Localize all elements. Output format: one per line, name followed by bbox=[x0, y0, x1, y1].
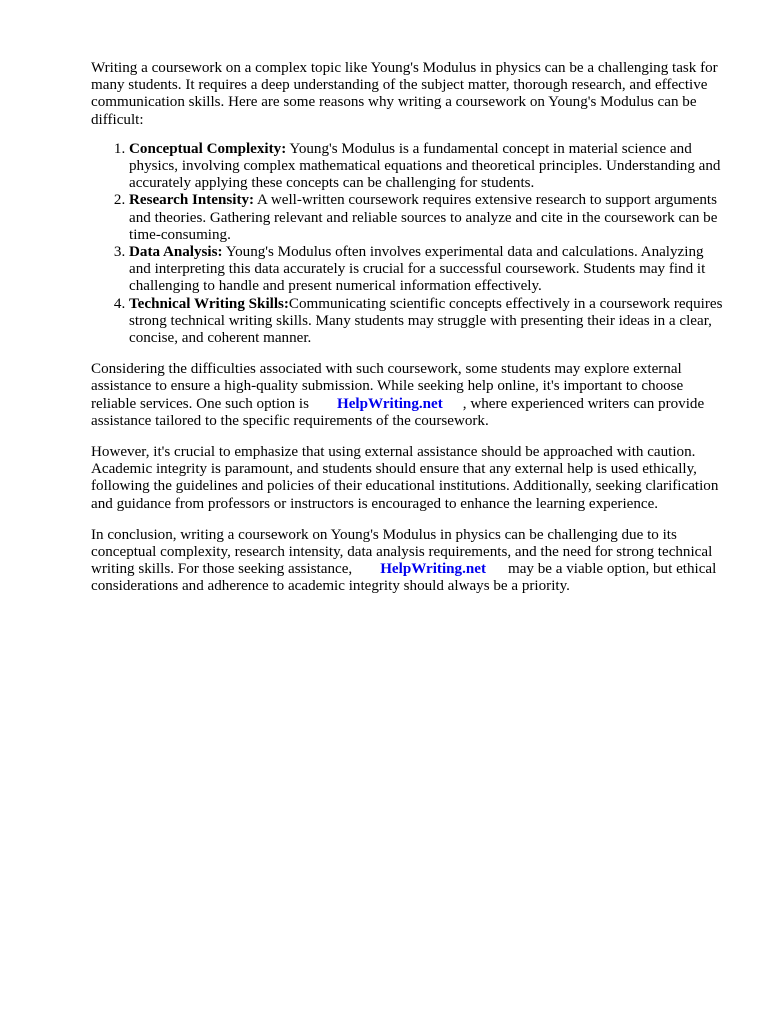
conclusion-paragraph bbox=[91, 527, 723, 596]
reason-term: Data Analysis: bbox=[129, 244, 223, 261]
list-item bbox=[129, 244, 723, 296]
reason-text: Young's Modulus is a fundamental concept in material science and physics, involving complex mathematical equations and theoretical principles. Understanding and accurately applying these concepts can be challenging for students. bbox=[129, 140, 721, 192]
intro-paragraph: Writing a coursework on a complex topic like Young's Modulus in physics can be a challenging task for many students. It requires a deep understanding of the subject matter, thorough research, and effective communication skills. Here are some reasons why writing a coursework on Young's Modulus can be difficult: bbox=[91, 60, 718, 128]
helpwriting-link[interactable]: HelpWriting.net bbox=[380, 561, 486, 578]
reason-text: Young's Modulus often involves experimental data and calculations. Analyzing and interpreting this data accurately is crucial for a successful coursework. Students may find it challenging to handle and present numerical information effectively. bbox=[129, 244, 706, 295]
reason-term: Conceptual Complexity: bbox=[129, 140, 287, 157]
assistance-paragraph bbox=[91, 361, 723, 430]
list-item bbox=[129, 296, 723, 348]
helpwriting-link[interactable]: HelpWriting.net bbox=[336, 395, 443, 412]
reason-term: Research Intensity: bbox=[129, 192, 255, 209]
caution-paragraph: However, it's crucial to emphasize that using external assistance should be approached with caution. Academic integrity is paramount, and students should ensure that any external help is used ethically, following the guidelines and policies of their educational institutions. Additionally, seeking clarification and guidance from professors or instructors is encouraged to enhance the learning experience. bbox=[91, 444, 719, 512]
conclusion-text-after: may be a viable option, but ethical considerations and adherence to academic integrity should always be a priority. bbox=[91, 561, 717, 595]
reason-text: Communicating scientific concepts effectively in a coursework requires strong technical writing skills. Many students may struggle with presenting their ideas in a clear, concise, and coherent manner. bbox=[129, 295, 723, 347]
reason-term: Technical Writing Skills: bbox=[129, 295, 289, 312]
reasons-list bbox=[91, 141, 723, 347]
conclusion-text-before: In conclusion, writing a coursework on Young's Modulus in physics can be challenging due to its conceptual complexity, research intensity, data analysis requirements, and the need for strong technical writing skills. For those seeking assistance, bbox=[91, 526, 713, 578]
list-item bbox=[129, 192, 723, 244]
document-page bbox=[91, 60, 723, 596]
list-item bbox=[129, 141, 723, 193]
assistance-text-before: Considering the difficulties associated with such coursework, some students may explore external assistance to ensure a high-quality submission. While seeking help online, it's important to choose reliable services. One such option is bbox=[91, 361, 684, 412]
reason-text: A well-written coursework requires extensive research to support arguments and theories. Gathering relevant and reliable sources to analyze and cite in the coursework can be time-consuming. bbox=[129, 192, 718, 243]
assistance-text-after: , where experienced writers can provide assistance tailored to the specific requirements of the coursework. bbox=[91, 395, 705, 429]
